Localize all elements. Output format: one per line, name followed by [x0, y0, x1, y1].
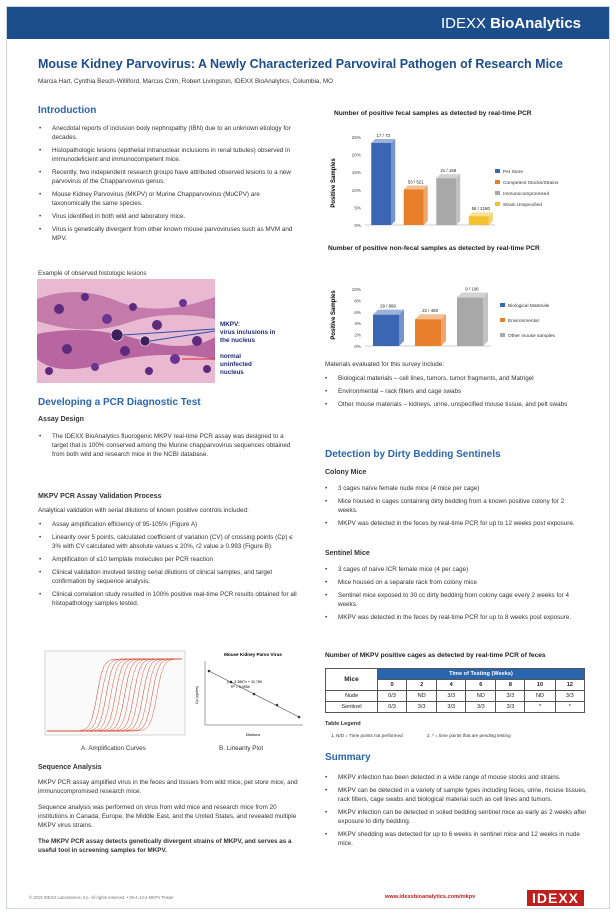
bar [457, 298, 483, 346]
table-cell: ND [407, 691, 437, 702]
sentinel-bullets [325, 565, 585, 626]
sequence-p3: The MKPV PCR assay detects genetically divergent strains of MKPV, and serves as a useful tool in screening samples for MKPV. [38, 838, 292, 855]
bar [469, 216, 489, 225]
sequence-p2: Sequence analysis was performed on virus from wild mice and research mice from 20 institutions in Canada, Europe, the Middle East, and the United States, and revealed multiple MKPV virus strains. [38, 804, 297, 830]
label-inclusions-1: virus inclusions in [220, 329, 276, 336]
fecal-chart-plot [352, 133, 559, 228]
validation-bullet: • Assay amplification efficiency of 95-105% (Figure A) [39, 520, 297, 529]
label-normal-1: normal [220, 353, 241, 360]
validation-bullet: • Linearity over 5 points, calculated coefficient of variation (CV) of crossing points (Cp) ≤ 3% with CV calculated with absolute values ≤ 20%, r2 value ≥ 0.993 (Figure B) [39, 533, 297, 551]
footer-url[interactable]: www.idexxbioanalytics.com/mkpv [385, 894, 476, 900]
table-row [326, 702, 585, 713]
fecal-chart-title: Number of positive fecal samples as detected by real-time PCR [334, 110, 532, 117]
bar-side [441, 314, 446, 346]
table-cell: 0/3 [378, 691, 407, 702]
table-cell: 0/3 [378, 702, 407, 713]
bar [404, 189, 424, 225]
summary-bullet: • MKPV infection can be detected in soiled bedding sentinel mice as early as 2 weeks after exposure to dirty bedding. [325, 808, 587, 826]
sentinel-section-heading: Detection by Dirty Bedding Sentinels [325, 449, 501, 460]
summary-bullets [325, 773, 587, 852]
linearity-point [208, 670, 211, 673]
week-header: 10 [525, 680, 555, 691]
materials-intro: Materials evaluated for this survey include: [325, 361, 444, 368]
pcr-heading: Developing a PCR Diagnostic Test [38, 397, 201, 408]
positive-cages-table [325, 668, 585, 713]
footer [7, 889, 609, 909]
bar-top [436, 174, 460, 178]
colony-heading: Colony Mice [325, 469, 367, 476]
legend-swatch [500, 318, 505, 322]
sentinel-bullet: • Mice housed on a separate rack from colony mice [325, 578, 585, 587]
bar-side [399, 310, 404, 346]
bar-top [404, 185, 428, 189]
idexx-logo: IDEXX [527, 890, 584, 906]
table-cell: ND [466, 691, 496, 702]
assay-bullets [39, 432, 297, 463]
intro-bullet: • Histopathologic lesions (epithelial intranuclear inclusions in renal tubules) observed in immunodeficient and immunocompetent mice. [39, 146, 297, 164]
table-cell: 3/3 [437, 702, 466, 713]
validation-intro: Analytical validation with serial dilutions of known positive controls included: [38, 507, 249, 514]
header-bar [7, 7, 609, 39]
legend-swatch [495, 191, 500, 195]
legend-swatch [495, 202, 500, 206]
table-cell: 3/3 [407, 702, 437, 713]
bar [415, 319, 441, 346]
sentinel-bullet: • MKPV was detected in the feces by real-time PCR for up to 8 weeks post exposure. [325, 613, 585, 622]
table-cell: 3/3 [437, 691, 466, 702]
intro-bullet: • Virus is genetically divergent from other known mouse parvoviruses such as MVM and MPV. [39, 225, 297, 243]
y-tick-label: 6% [354, 309, 361, 315]
label-normal-nucleus [220, 353, 252, 377]
linearity-point [276, 704, 279, 707]
legend-entry: Pet Store [503, 170, 523, 175]
label-mkpv: MKPV: [220, 321, 240, 328]
table-cell: 3/3 [496, 691, 525, 702]
label-normal-3: nucleus [220, 369, 244, 376]
bar [371, 143, 391, 225]
fig-b-r2: R² = 0.9950 [231, 685, 250, 689]
bar-side [391, 139, 395, 225]
sentinel-heading: Sentinel Mice [325, 550, 370, 557]
bar-top [371, 139, 395, 143]
nonfecal-chart-plot [352, 287, 556, 349]
assay-bullet: • The IDEXX BioAnalytics fluorogenic MKPV real-time PCR assay was designed to a target that is 100% conserved among the Murine chapparvovirus sequences obtained from both wild and research mice in the NCBI database. [39, 432, 297, 459]
y-tick-label: 10% [351, 287, 361, 292]
legend-swatch [500, 333, 505, 337]
linearity-point [253, 693, 256, 696]
y-tick-label: 20% [351, 152, 361, 158]
table-row [326, 691, 585, 702]
intro-bullet: • Anecdotal reports of inclusion body nephropathy (IBN) due to an unknown etiology for decades. [39, 124, 297, 142]
validation-bullet: • Clinical validation involved testing serial dilutions of clinical samples, and target confirmation by sequence analysis. [39, 568, 297, 586]
legend-entry: Environmental [508, 319, 539, 324]
row-label: Sentinel [326, 702, 378, 713]
validation-bullet: • Clinical correlation study resulted in 100% positive real-time PCR results obtained for all histopathology samples tested. [39, 590, 297, 608]
sentinel-bullet: • 3 cages of naïve ICR female mice (4 per cage) [325, 565, 585, 574]
linearity-plot-figure [189, 647, 307, 743]
poster [6, 6, 610, 909]
legend-entry: Biological Materials [508, 304, 550, 309]
fig-a-caption: A. Amplification Curves [81, 745, 146, 752]
y-tick-label: 8% [354, 298, 361, 304]
nonfecal-chart [325, 273, 595, 353]
brand-name: IDEXX BioAnalytics [440, 15, 581, 32]
legend-entry: Immunocompromised [503, 192, 550, 197]
fig-b-title: Mouse Kidney Parvo Virus [224, 652, 282, 657]
linearity-point [298, 716, 301, 719]
table-cell: ND [525, 691, 555, 702]
fig-b-ylabel: Cp (cycles) [195, 686, 199, 704]
summary-bullet: • MKPV infection has been detected in a wide range of mouse stocks and strains. [325, 773, 587, 782]
colony-bullet: • MKPV was detected in the feces by real-time PCR for up to 12 weeks post exposure. [325, 519, 585, 528]
fig-b-xlabel: Dilutions [245, 733, 261, 737]
week-header: 6 [466, 680, 496, 691]
legend-swatch [500, 303, 505, 307]
bar-data-label: 56 / 2180 [471, 206, 490, 212]
week-header: 0 [378, 680, 407, 691]
bar-data-label: 29 / 896 [380, 303, 396, 309]
fecal-chart [325, 121, 595, 233]
colony-bullets [325, 484, 585, 532]
week-header: 2 [407, 680, 437, 691]
materials-item: • Other mouse materials – kidneys, urine, unspecified mouse tissue, and pelt swabs [325, 400, 585, 409]
week-header: 4 [437, 680, 466, 691]
sequence-p1: MKPV PCR assay amplified virus in the feces and tissues from wild mice, pet store mice, and immunocompromised research mice. [38, 779, 298, 796]
intro-bullet: • Virus identified in both wild and laboratory mice. [39, 212, 297, 221]
assay-design-heading: Assay Design [38, 416, 84, 423]
bar-top [457, 293, 488, 298]
copyright: © 2019 IDEXX Laboratories, Inc. All rights reserved. • 09-4-13-2 MKPV Poster [29, 895, 174, 900]
bar-top [415, 314, 446, 319]
y-tick-label: 10% [351, 187, 361, 193]
validation-heading: MKPV PCR Assay Validation Process [38, 493, 162, 500]
validation-bullets [39, 520, 297, 612]
table-cell: 3/3 [466, 702, 496, 713]
legend-entry: Competent Stocks/Strains [503, 181, 559, 186]
materials-list [325, 374, 585, 413]
poster-title: Mouse Kidney Parvovirus: A Newly Characterized Parvoviral Pathogen of Research Mice [38, 57, 563, 71]
table-cell: 3/3 [496, 702, 525, 713]
validation-bullet: • Amplification of ≤10 template molecules per PCR reaction [39, 555, 297, 564]
y-tick-label: 0% [354, 223, 361, 228]
bar-data-label: 17 / 73 [376, 132, 390, 138]
label-mkpv-inclusions [220, 321, 275, 345]
bar [373, 315, 399, 346]
bar [436, 178, 456, 225]
label-inclusions-2: the nucleus [220, 337, 255, 344]
sentinel-bullet: • Sentinel mice exposed to 30 cc dirty bedding from colony cage every 2 weeks for 4 weeks. [325, 591, 585, 609]
nonfecal-chart-title: Number of positive non-fecal samples as detected by real-time PCR [328, 245, 540, 252]
intro-heading: Introduction [38, 105, 97, 116]
week-header: 8 [496, 680, 525, 691]
materials-item: • Biological materials – cell lines, tumors, tumor fragments, and Matrigel [325, 374, 585, 383]
bar-data-label: 21 / 158 [440, 168, 457, 174]
lesion-caption: Example of observed histologic lesions [38, 270, 147, 277]
summary-bullet: • MKPV shedding was detected for up to 6 weeks in sentinel mice and 12 weeks in nude mice. [325, 830, 587, 848]
label-normal-2: uninfected [220, 361, 252, 368]
bar-side [483, 293, 488, 346]
sequence-heading: Sequence Analysis [38, 764, 102, 771]
bar-data-label: 22 / 469 [422, 308, 438, 314]
intro-bullet: • Recently, two independent research groups have attributed observed lesions to a new parvovirus of the Chapparvovirus genus. [39, 168, 297, 186]
table-legend-title: Table Legend [325, 721, 361, 727]
y-tick-label: 4% [354, 321, 361, 327]
y-tick-label: 0% [354, 344, 361, 349]
y-tick-label: 2% [354, 332, 361, 338]
intro-bullets [39, 124, 297, 247]
histology-image [37, 279, 215, 383]
table-cell: * [525, 702, 555, 713]
table-cell: * [555, 702, 584, 713]
y-tick-label: 15% [351, 170, 361, 176]
fig-b-caption: B. Linearity Plot [219, 745, 264, 752]
table-title: Number of MKPV positive cages as detected by real-time PCR of feces [325, 652, 546, 659]
row-label: Nude [326, 691, 378, 702]
table-corner: Mice [326, 669, 378, 691]
table-legend-2: 2. * = time points that are pending testing [427, 733, 511, 738]
legend-entry: Other mouse samples [508, 334, 555, 339]
materials-item: • Environmental – rack filters and cage swabs [325, 387, 585, 396]
authors: Marcia Hart, Cynthia Besch-Williford, Marcus Crim, Robert Livingston, IDEXX BioAnalytics, Columbia, MO [38, 78, 333, 85]
bar-top [469, 212, 493, 216]
fecal-ylabel: Positive Samples [331, 158, 337, 208]
nonfecal-ylabel: Positive Samples [331, 290, 337, 340]
fig-b-equation: y = -3.3887x + 32.789 [227, 680, 262, 684]
legend-swatch [495, 180, 500, 184]
legend-entry: Strain Unspecified [503, 203, 542, 208]
table-legend-1: 1. N/D = Time points not performed [331, 733, 403, 738]
bar-side [456, 174, 460, 225]
table-span-header: Time of Testing (Weeks) [378, 669, 585, 680]
bar-data-label: 9 / 106 [465, 286, 479, 292]
intro-bullet: • Mouse Kidney Parvovirus (MKPV) or Murine Chapparvovirus (MuCPV) are taxonomically the same species. [39, 190, 297, 208]
colony-bullet: • 3 cages naïve female nude mice (4 mice per cage) [325, 484, 585, 493]
week-header: 12 [555, 680, 584, 691]
colony-bullet: • Mice housed in cages containing dirty bedding from a known positive colony for 2 weeks. [325, 497, 585, 515]
legend-swatch [495, 169, 500, 173]
bar-data-label: 53 / 521 [407, 179, 424, 185]
summary-bullet: • MKPV can be detected in a variety of sample types including feces, urine, mouse tissues, rack filters, cage swabs and biological material such as cell lines and tumors. [325, 786, 587, 804]
table-cell: 3/3 [555, 691, 584, 702]
amplification-curves-figure [37, 647, 187, 743]
y-tick-label: 5% [354, 205, 361, 211]
bar-side [424, 185, 428, 225]
summary-heading: Summary [325, 752, 371, 763]
bar-top [373, 310, 404, 315]
y-tick-label: 25% [351, 135, 361, 140]
